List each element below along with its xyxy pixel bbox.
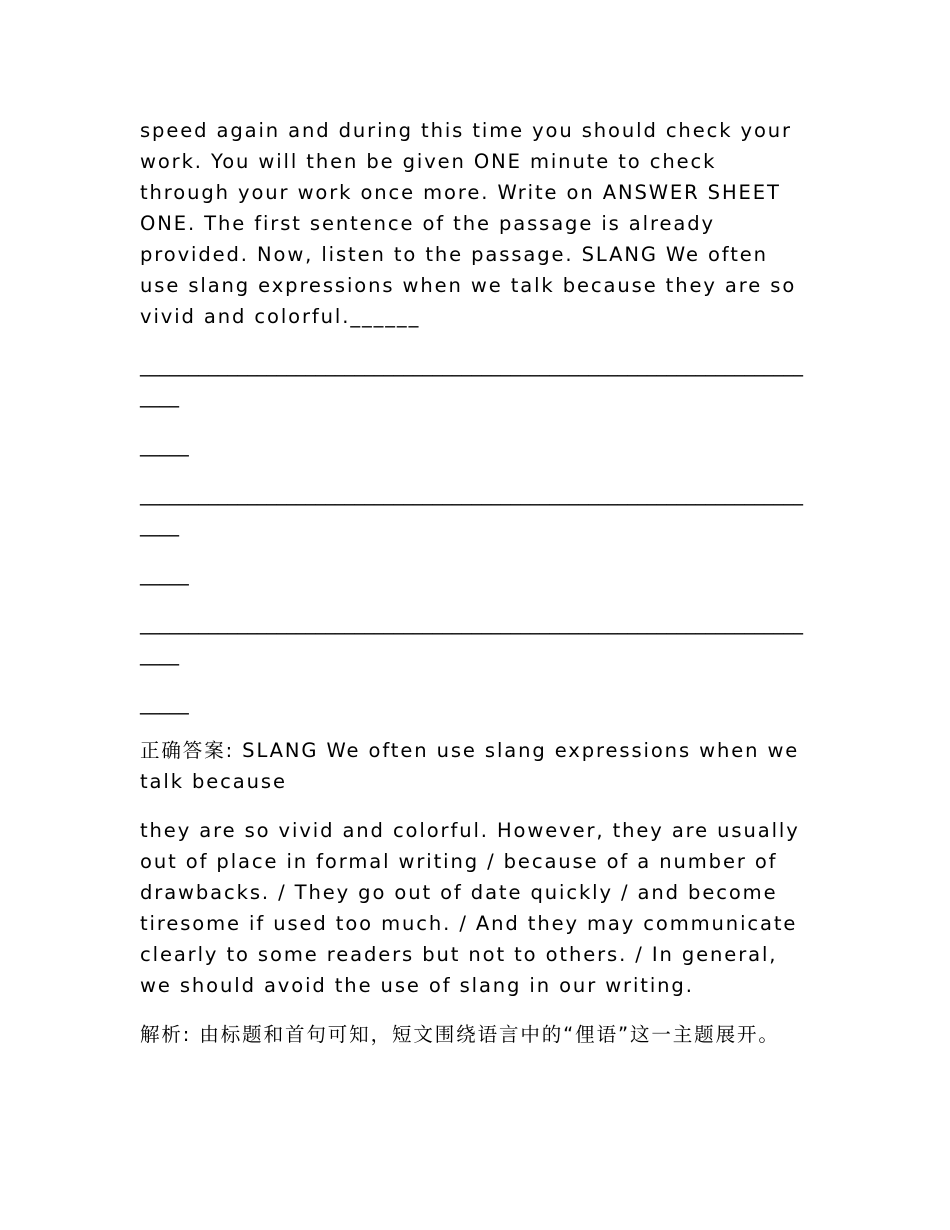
answer-blank-short-2: _____ [140,563,189,586]
correct-answer-heading-paragraph: 正确答案: SLANG We often use slang expressions when we talk because [140,739,800,793]
answer-blank-short-3: _____ [140,692,189,715]
spacer [140,590,812,608]
spacer [140,719,812,735]
answer-blank-long-3: ________________________________________________________________________ [140,612,803,666]
spacer [140,670,812,688]
spacer [140,1001,812,1019]
analysis-paragraph: 解析: 由标题和首句可知，短文围绕语言中的“俚语”这一主题展开。 [140,1023,780,1046]
spacer [140,461,812,479]
intro-paragraph: speed again and during this time you should check your work. You will then be given ONE minute to check through your work once more. Write on ANSWER SHEET ONE. The first sentence of the passage is already provided. Now, listen to the passage. SLANG We often use slang expressions when we talk because they are so vivid and colorful.______ [140,119,797,328]
answer-blank-long-1: ________________________________________________________________________ [140,354,803,408]
spacer [140,797,812,815]
spacer [140,541,812,559]
spacer [140,412,812,430]
answer-blank-long-2: ________________________________________________________________________ [140,483,803,537]
correct-answer-body-paragraph: they are so vivid and colorful. However, they are usually out of place in formal writing / because of a number of drawbacks. / They go out of date quickly / and become tiresome if used too much. / And they may communicate clearly to some readers but not to others. / In general, we should avoid the use of slang in our writing. [140,819,800,997]
answer-blank-short-1: _____ [140,434,189,457]
spacer [140,332,812,350]
document-page [140,115,812,1050]
